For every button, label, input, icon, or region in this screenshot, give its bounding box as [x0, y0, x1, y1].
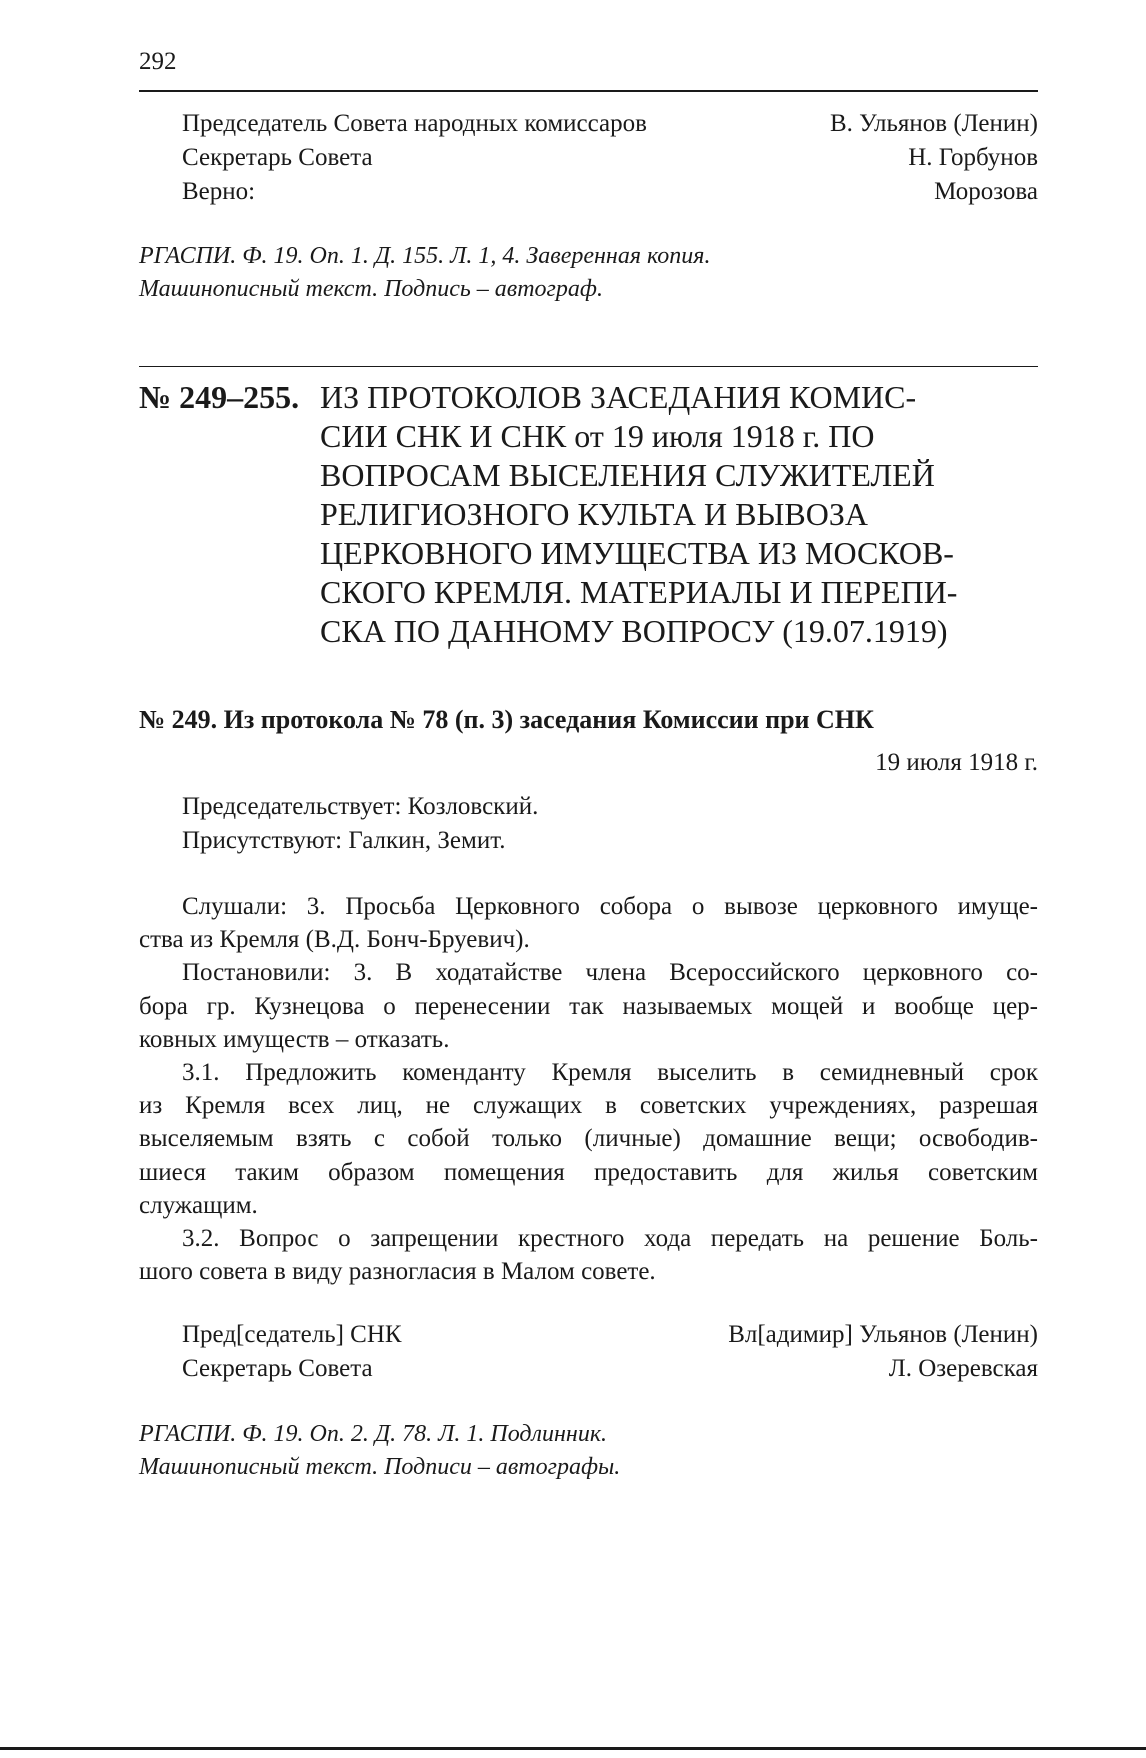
source-line: Машинописный текст. Подписи – автографы. [139, 1454, 621, 1480]
body-line: служащим. [139, 1191, 258, 1219]
title-line-composite [320, 417, 1038, 456]
signature-name: Морозова [934, 178, 1038, 205]
scan-edge-rule [0, 1747, 1146, 1750]
body-line: 3.2. Вопрос о запрещении крестного хода передать на решение Боль- [182, 1225, 1038, 1253]
page-number: 292 [139, 48, 177, 75]
title-fragment: СИИ СНК И СНК [320, 418, 567, 454]
signature-row [182, 107, 1038, 141]
signature-name: Н. Горбунов [908, 144, 1038, 171]
signature-row [182, 1352, 1038, 1386]
attendance-block [182, 790, 538, 858]
signature-row [182, 1318, 1038, 1352]
title-fragment: ПО [828, 418, 875, 454]
signature-row [182, 175, 1038, 209]
document-heading [139, 378, 1038, 651]
source-line: РГАСПИ. Ф. 19. Оп. 1. Д. 155. Л. 1, 4. Заверенная копия. [139, 243, 711, 269]
body-line: Постановили: 3. В ходатайстве члена Всероссийского церковного со- [182, 959, 1038, 987]
signature-name: В. Ульянов (Ленин) [829, 110, 1038, 137]
signature-row [182, 141, 1038, 175]
title-line: СКА ПО ДАННОМУ ВОПРОСУ (19.07.1919) [320, 613, 948, 649]
protocol-date: 19 июля 1918 г. [875, 749, 1038, 776]
signature-role: Секретарь Совета [182, 144, 373, 171]
body-line: 3.1. Предложить коменданту Кремля выселить в семидневный срок [182, 1059, 1038, 1087]
body-line: шиеся таким образом помещения предоставить для жилья советским [139, 1158, 1038, 1186]
signature-name: Л. Озеревская [888, 1355, 1038, 1382]
protocol-body [139, 890, 1038, 1288]
signature-block-top [182, 107, 1038, 209]
header-rule [139, 90, 1038, 92]
protocol-heading: № 249. Из протокола № 78 (п. 3) заседания Комиссии при СНК [139, 705, 874, 734]
body-line: ства из Кремля (В.Д. Бонч-Бруевич). [139, 926, 530, 954]
title-line: ИЗ ПРОТОКОЛОВ ЗАСЕДАНИЯ КОМИС- [320, 379, 917, 415]
document-number: № 249–255. [139, 379, 300, 415]
title-line: РЕЛИГИОЗНОГО КУЛЬТА И ВЫВОЗА [320, 496, 868, 532]
signature-role: Секретарь Совета [182, 1355, 373, 1382]
document-title [320, 378, 1038, 651]
body-line: шого совета в виду разногласия в Малом совете. [139, 1258, 656, 1286]
title-line: СКОГО КРЕМЛЯ. МАТЕРИАЛЫ И ПЕРЕПИ- [320, 574, 958, 610]
signature-role: Председатель Совета народных комиссаров [182, 110, 647, 137]
signature-block-bottom [182, 1318, 1038, 1386]
body-line: бора гр. Кузнецова о перенесении так называемых мощей и вообще цер- [139, 992, 1038, 1020]
signature-role: Пред[седатель] СНК [182, 1321, 402, 1348]
signature-role: Верно: [182, 178, 256, 205]
source-line: Машинописный текст. Подпись – автограф. [139, 276, 603, 302]
title-fragment: от 19 июля 1918 г. [574, 418, 821, 454]
title-line: ЦЕРКОВНОГО ИМУЩЕСТВА ИЗ МОСКОВ- [320, 535, 954, 571]
title-line: ВОПРОСАМ ВЫСЕЛЕНИЯ СЛУЖИТЕЛЕЙ [320, 457, 935, 493]
body-line: из Кремля всех лиц, не служащих в советских учреждениях, разрешая [139, 1092, 1038, 1120]
body-line: выселяемым взять с собой только (личные) домашние вещи; освободив- [139, 1125, 1038, 1153]
archive-source-bottom [139, 1418, 1038, 1484]
source-line: РГАСПИ. Ф. 19. Оп. 2. Д. 78. Л. 1. Подлинник. [139, 1421, 608, 1447]
archive-source-top [139, 240, 1038, 306]
section-rule [139, 366, 1038, 367]
chair-line: Председательствует: Козловский. [182, 793, 539, 820]
signature-name: Вл[адимир] Ульянов (Ленин) [728, 1321, 1038, 1348]
body-line: Слушали: 3. Просьба Церковного собора о вывозе церковного имуще- [182, 893, 1038, 920]
present-line: Присутствуют: Галкин, Земит. [182, 827, 506, 854]
body-line: ковных имуществ – отказать. [139, 1025, 450, 1053]
